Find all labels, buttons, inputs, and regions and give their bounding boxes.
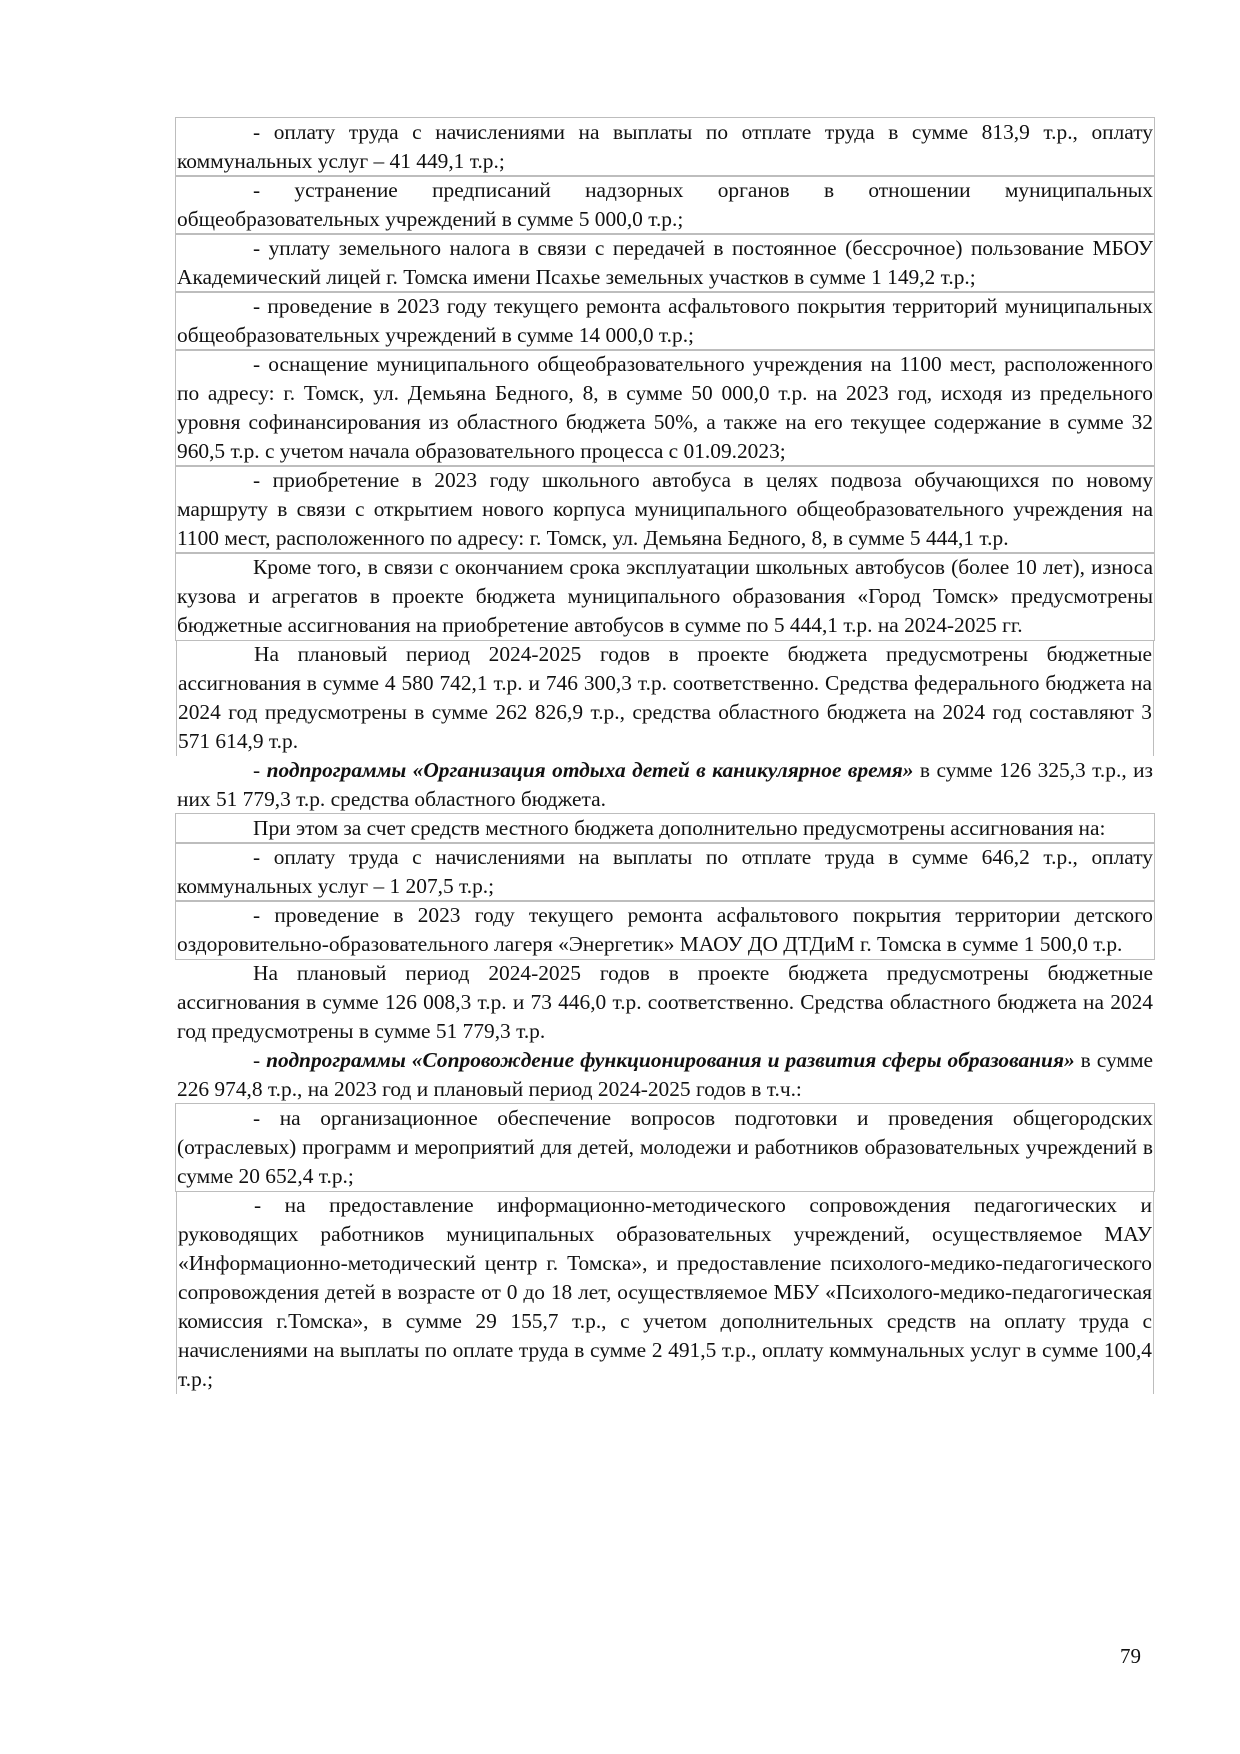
paragraph-methodological-support: - на предоставление информационно-методического сопровождения педагогических и руководящих работников муниципальных образовательных учреждений, осуществляемое МАУ «Информационно-методический центр г. Томска», и предоставление психолого-медико-педагогического сопровождения детей в возрасте от 0 до 18 лет, осуществляемое МБУ «Психолого-медико-педагогическая комиссия г.Томска», в сумме 29 155,7 т.р., с учетом дополнительных средств на оплату труда с начислениями на выплаты по оплате труда в сумме 2 491,5 т.р., оплату коммунальных услуг в сумме 100,4 т.р.;: [176, 1191, 1154, 1394]
page-body: [176, 118, 1154, 1394]
paragraph-salary-utilities-camp: - оплату труда с начислениями на выплаты по отплате труда в сумме 646,2 т.р., оплату коммунальных услуг – 1 207,5 т.р.;: [176, 843, 1154, 901]
subprogram-prefix: -: [253, 758, 267, 782]
subprogram-title-holiday-recreation: подпрограммы «Организация отдыха детей в каникулярное время»: [266, 758, 914, 782]
subprogram-prefix: -: [253, 1048, 267, 1072]
page-number: 79: [1120, 1644, 1141, 1668]
subprogram-amount-text: в сумме 126 325,3 т.р., из них 51 779,3 т.р. средства областного бюджета.: [177, 758, 1153, 811]
paragraph-city-programs-events: - на организационное обеспечение вопросов подготовки и проведения общегородских (отраслевых) программ и мероприятий для детей, молодежи и работников образовательных учреждений в сумме 20 652,4 т.р.;: [176, 1104, 1154, 1191]
paragraph-planning-period-recreation: На плановый период 2024-2025 годов в проекте бюджета предусмотрены бюджетные ассигнования в сумме 126 008,3 т.р. и 73 446,0 т.р. соответственно. Средства областного бюджета на 2024 год предусмотрены в сумме 51 779,3 т.р.: [177, 961, 1153, 1043]
paragraph-inspection-orders: - устранение предписаний надзорных органов в отношении муниципальных общеобразовательных учреждений в сумме 5 000,0 т.р.;: [176, 176, 1154, 234]
paragraph-salary-utilities-schools: - оплату труда с начислениями на выплаты по отплате труда в сумме 813,9 т.р., оплату коммунальных услуг – 41 449,1 т.р.;: [176, 118, 1154, 176]
subprogram-title-education-support: подпрограммы «Сопровождение функционирования и развития сферы образования»: [266, 1048, 1075, 1072]
paragraph-subprogram-holiday-recreation: [176, 756, 1154, 814]
paragraph-school-bus-replacement: Кроме того, в связи с окончанием срока эксплуатации школьных автобусов (более 10 лет), износа кузова и агрегатов в проекте бюджета муниципального образования «Город Томск» предусмотрены бюджетные ассигнования на приобретение автобусов в сумме по 5 444,1 т.р. на 2024-2025 гг.: [176, 553, 1154, 640]
paragraph-new-school-equipment: - оснащение муниципального общеобразовательного учреждения на 1100 мест, расположенного по адресу: г. Томск, ул. Демьяна Бедного, 8, в сумме 50 000,0 т.р. на 2023 год, исходя из предельного уровня софинансирования из областного бюджета 50%, а также на его текущее содержание в сумме 32 960,5 т.р. с учетом начала образовательного процесса с 01.09.2023;: [176, 350, 1154, 466]
paragraph-local-budget-additional: При этом за счет средств местного бюджета дополнительно предусмотрены ассигнования на:: [176, 814, 1154, 843]
paragraph-asphalt-repair-schools: - проведение в 2023 году текущего ремонта асфальтового покрытия территорий муниципальных общеобразовательных учреждений в сумме 14 000,0 т.р.;: [176, 292, 1154, 350]
paragraph-school-bus-2023: - приобретение в 2023 году школьного автобуса в целях подвоза обучающихся по новому маршруту в связи с открытием нового корпуса муниципального общеобразовательного учреждения на 1100 мест, расположенного по адресу: г. Томск, ул. Демьяна Бедного, 8, в сумме 5 444,1 т.р.: [176, 466, 1154, 553]
paragraph-planning-period-general: На плановый период 2024-2025 годов в проекте бюджета предусмотрены бюджетные ассигнования в сумме 4 580 742,1 т.р. и 746 300,3 т.р. соответственно. Средства федерального бюджета на 2024 год предусмотрены в сумме 262 826,9 т.р., средства областного бюджета на 2024 год составляют 3 571 614,9 т.р.: [176, 640, 1154, 756]
paragraph-subprogram-education-support: [176, 1046, 1154, 1104]
paragraph-land-tax: - уплату земельного налога в связи с передачей в постоянное (бессрочное) пользование МБОУ Академический лицей г. Томска имени Псахье земельных участков в сумме 1 149,2 т.р.;: [176, 234, 1154, 292]
subprogram-amount-text: в сумме 226 974,8 т.р., на 2023 год и плановый период 2024-2025 годов в т.ч.:: [177, 1048, 1153, 1101]
paragraph-asphalt-repair-camp: - проведение в 2023 году текущего ремонта асфальтового покрытия территории детского оздоровительно-образовательного лагеря «Энергетик» МАОУ ДО ДТДиМ г. Томска в сумме 1 500,0 т.р.: [176, 901, 1154, 959]
